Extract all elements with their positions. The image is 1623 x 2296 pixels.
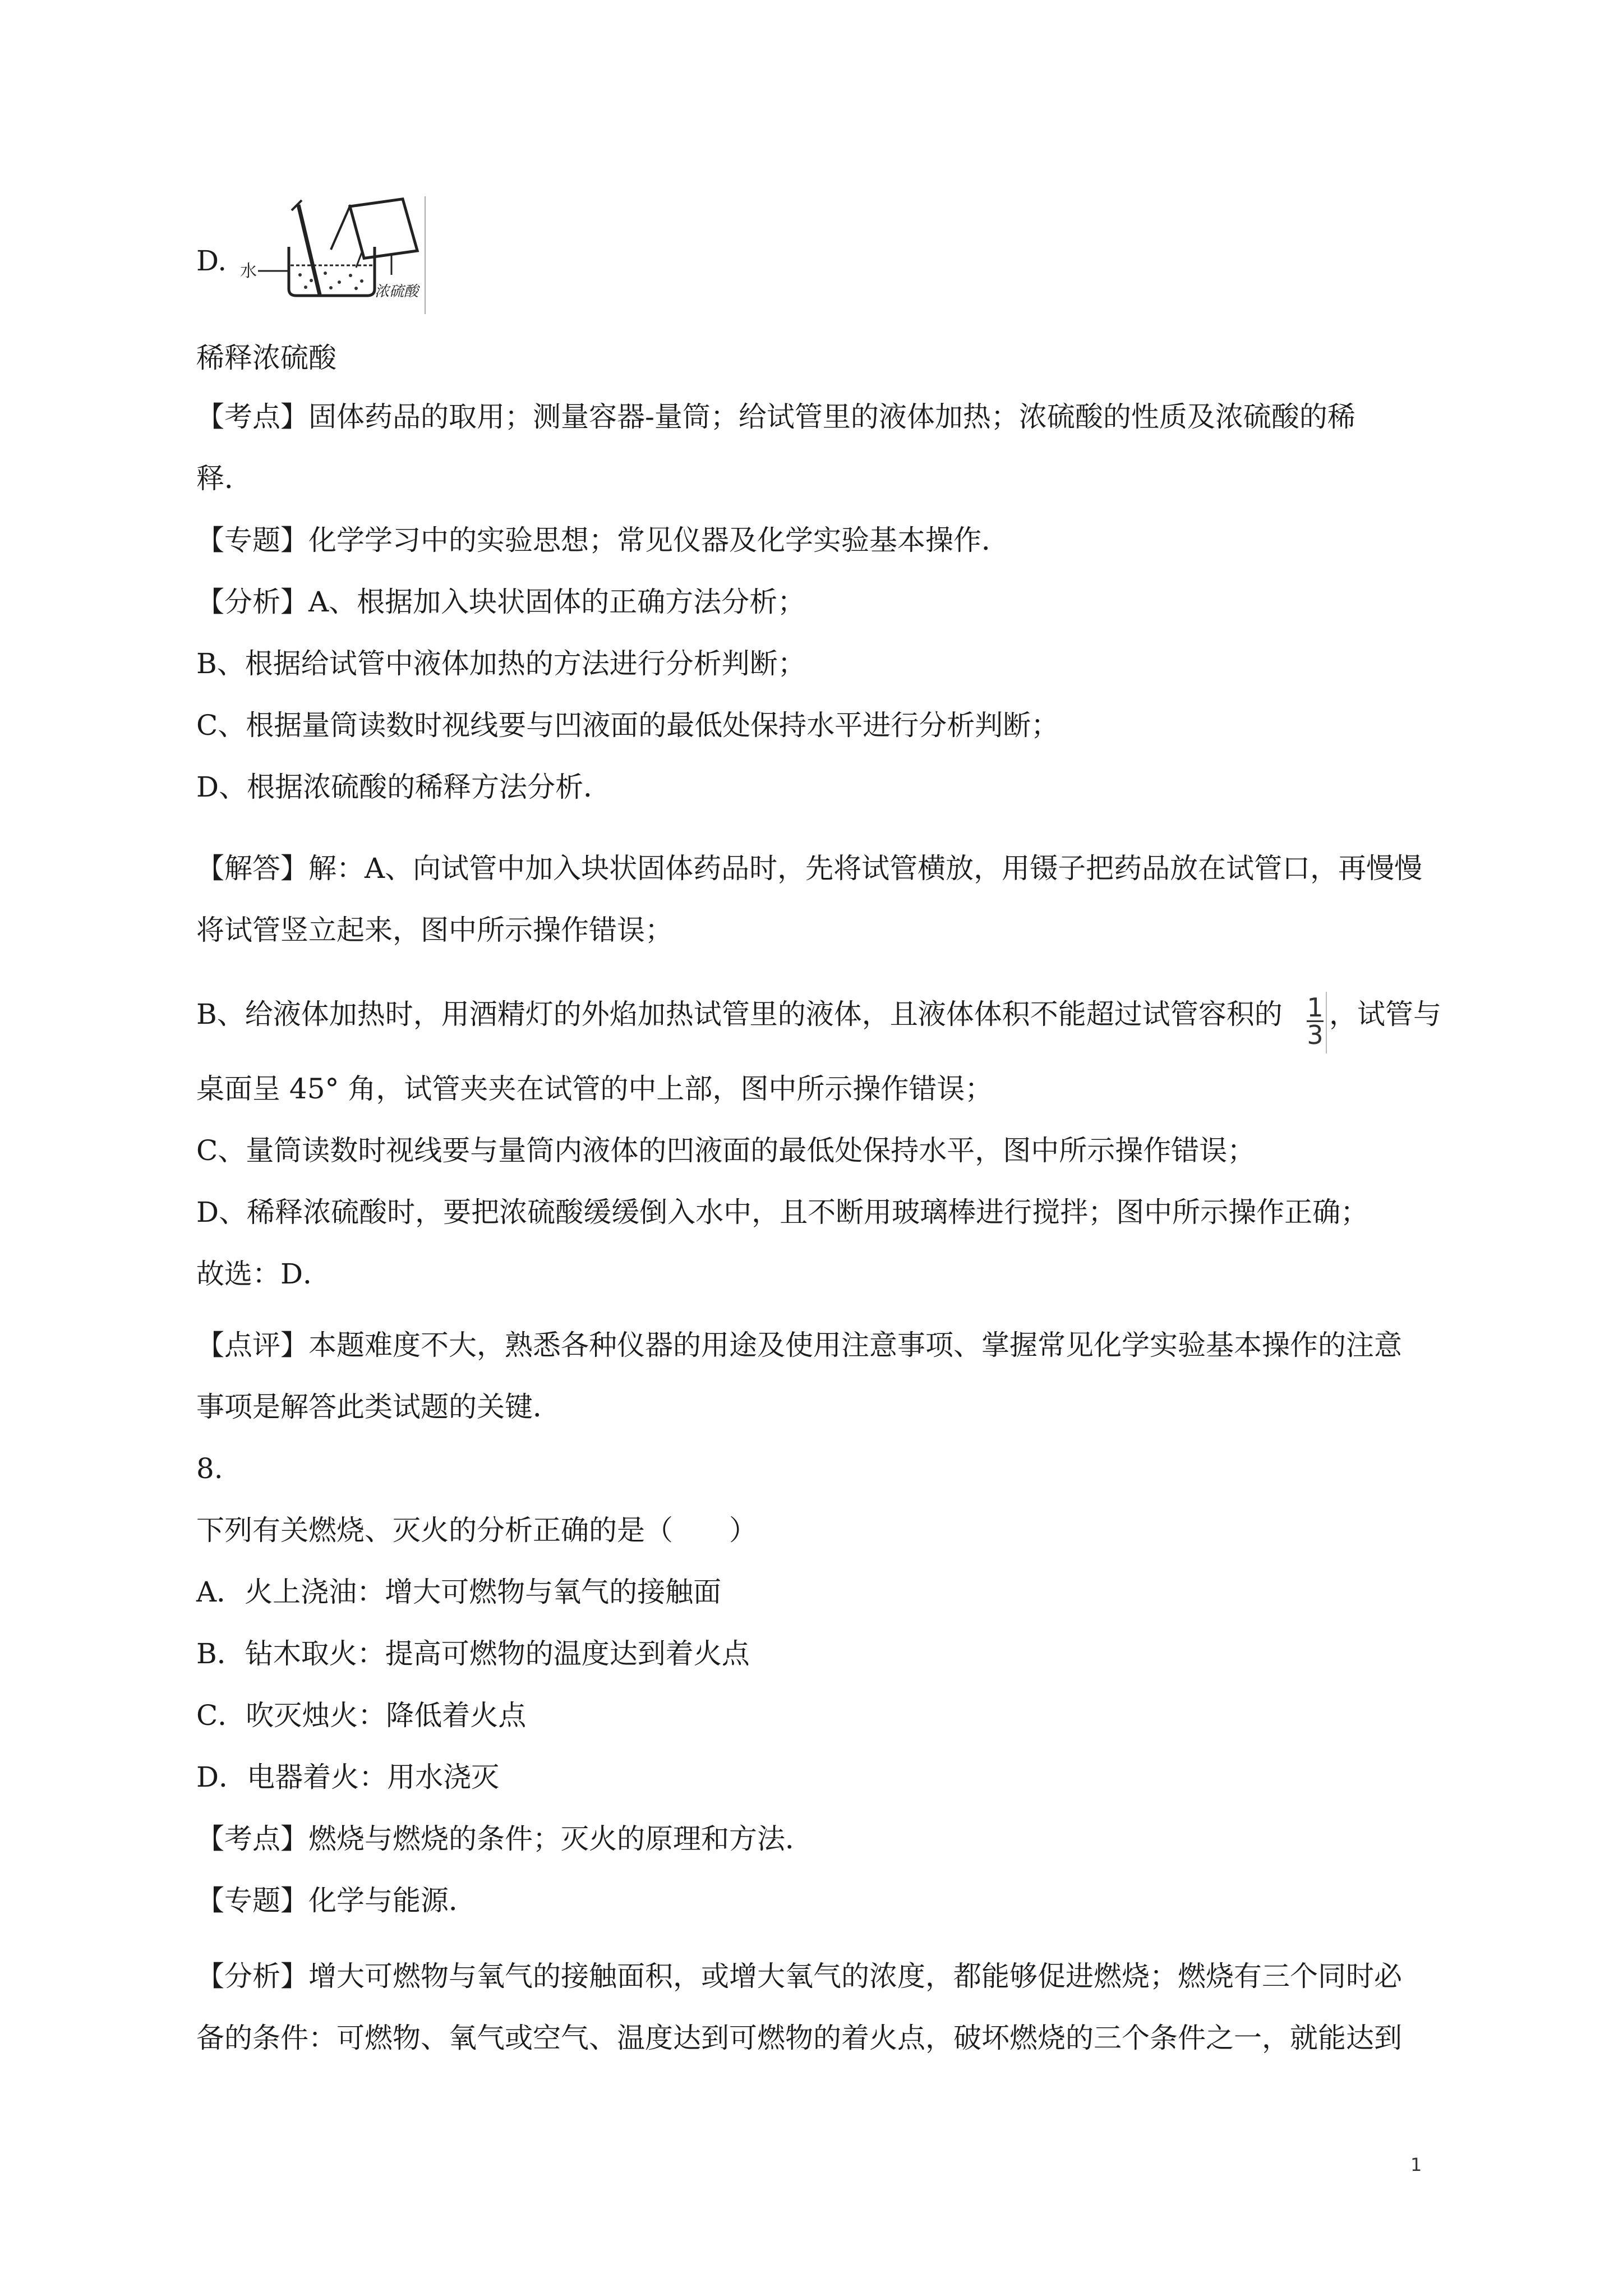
jieda-line-1: 【解答】解：A、向试管中加入块状固体药品时，先将试管横放，用镊子把药品放在试管口，再慢慢 <box>196 852 1423 885</box>
kaodian-line-2: 释． <box>196 462 252 495</box>
answer-line: 故选：D． <box>196 1258 331 1290</box>
page-number: 1 <box>1410 2154 1422 2175</box>
q8-kaodian: 【考点】燃烧与燃烧的条件；灭火的原理和方法． <box>196 1823 813 1855</box>
jieda-line-b-tail: ，试管与 <box>1329 998 1441 1030</box>
fenxi-line-b: B、根据给试管中液体加热的方法进行分析判断； <box>196 647 806 680</box>
fenxi-line-d: D、根据浓硫酸的稀释方法分析． <box>196 771 612 803</box>
choice-d: D．电器着火：用水浇灭 <box>196 1761 500 1793</box>
zhuanti-line: 【专题】化学学习中的实验思想；常见仪器及化学实验基本操作． <box>196 524 1009 556</box>
question-number: 8. <box>196 1452 223 1485</box>
dianping-line-1: 【点评】本题难度不大，熟悉各种仪器的用途及使用注意事项、掌握常见化学实验基本操作的注意 <box>196 1329 1402 1361</box>
label-conc-acid: 浓硫酸 <box>375 283 419 300</box>
dianping-line-2: 事项是解答此类试题的关键． <box>196 1391 561 1423</box>
dilute-sulfuric-acid-figure <box>236 194 429 317</box>
jieda-line-2: 将试管竖立起来，图中所示操作错误； <box>196 914 673 946</box>
option-d-text: 稀释浓硫酸 <box>196 342 336 374</box>
jieda-line-c: C、量筒读数时视线要与量筒内液体的凹液面的最低处保持水平，图中所示操作错误； <box>196 1134 1256 1167</box>
q8-zhuanti: 【专题】化学与能源． <box>196 1884 477 1917</box>
jieda-line-b: B、给液体加热时，用酒精灯的外焰加热试管里的液体，且液体体积不能超过试管容积的 <box>196 998 1283 1030</box>
choice-b: B．钻木取火：提高可燃物的温度达到着火点 <box>196 1637 750 1670</box>
fraction-denominator: 3 <box>1307 1020 1324 1050</box>
jieda-line-b2: 桌面呈 45° 角，试管夹夹在试管的中上部，图中所示操作错误； <box>196 1073 993 1105</box>
option-d-label: D. <box>196 245 227 277</box>
fenxi-line-c: C、根据量筒读数时视线要与凹液面的最低处保持水平进行分析判断； <box>196 709 1059 742</box>
fraction-one-third <box>1307 992 1324 1051</box>
fraction-numerator: 1 <box>1307 992 1324 1023</box>
choice-a: A．火上浇油：增大可燃物与氧气的接触面 <box>196 1576 722 1608</box>
q8-fenxi-line-1: 【分析】增大可燃物与氧气的接触面积，或增大氧气的浓度，都能够促进燃烧；燃烧有三个同时必 <box>196 1960 1402 1993</box>
jieda-line-d: D、稀释浓硫酸时，要把浓硫酸缓缓倒入水中，且不断用玻璃棒进行搅拌；图中所示操作正确； <box>196 1196 1369 1228</box>
fenxi-line-a: 【分析】A、根据加入块状固体的正确方法分析； <box>196 586 806 618</box>
label-water: 水 <box>240 261 257 281</box>
choice-c: C．吹灭烛火：降低着火点 <box>196 1699 527 1732</box>
kaodian-line-1: 【考点】固体药品的取用；测量容器-量筒；给试管里的液体加热；浓硫酸的性质及浓硫酸的稀 <box>196 401 1355 433</box>
q8-fenxi-line-2: 备的条件：可燃物、氧气或空气、温度达到可燃物的着火点，破坏燃烧的三个条件之一，就能达到 <box>196 2022 1402 2054</box>
question-stem: 下列有关燃烧、灭火的分析正确的是（ ） <box>196 1514 757 1547</box>
